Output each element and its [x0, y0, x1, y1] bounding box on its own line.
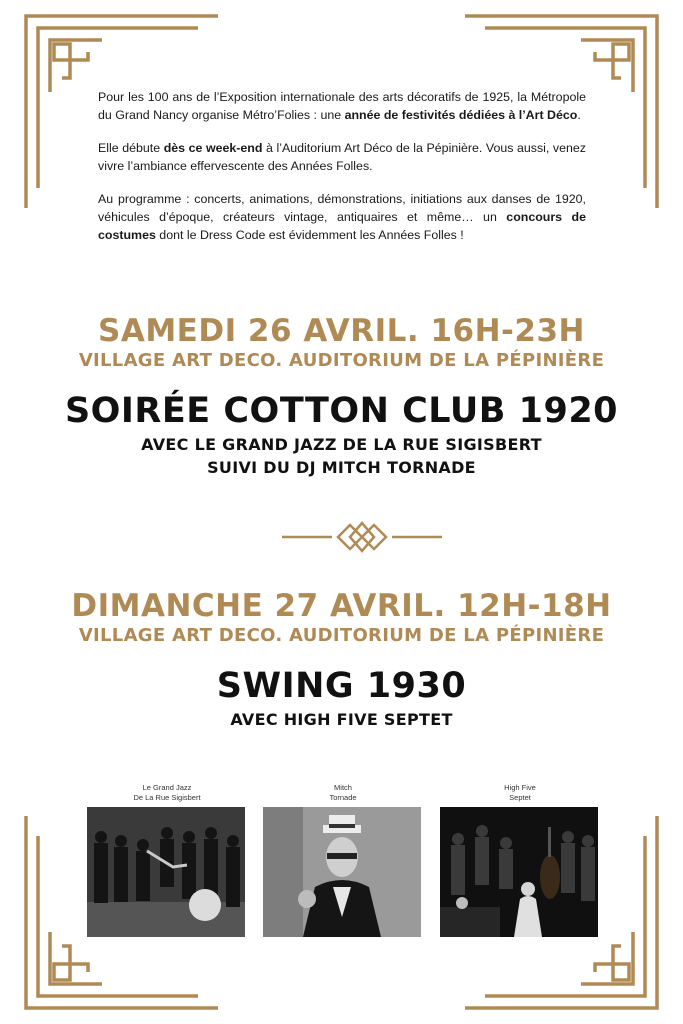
event-venue: VILLAGE ART DECO. AUDITORIUM DE LA PÉPINIÈRE [78, 350, 605, 371]
art-deco-divider-icon [282, 512, 442, 562]
photo-mitch-tornade [263, 783, 423, 937]
photo-caption: High Five Septet [504, 783, 536, 802]
event-saturday [0, 313, 683, 479]
intro-paragraph-3: Au programme : concerts, animations, démonstrations, initiations aux danses de 1920, véhicules d’époque, créateurs vintage, antiquaires et même… un concours de costumes dont le Dress Code est évidemment les Années Folles ! [98, 192, 586, 242]
event-performer-2: SUIVI DU DJ MITCH TORNADE [207, 458, 476, 477]
photo-grand-jazz [87, 783, 247, 937]
event-title: SOIRÉE COTTON CLUB 1920 [64, 391, 619, 431]
event-date: DIMANCHE 27 AVRIL. 12H-18H [71, 588, 612, 624]
intro-paragraph-1: Pour les 100 ans de l’Exposition internationale des arts décoratifs de 1925, la Métropole du Grand Nancy organise Métro’Folies : une année de festivités dédiées à l’Art Déco. [98, 90, 586, 122]
event-performer: AVEC LE GRAND JAZZ DE LA RUE SIGISBERT [141, 435, 542, 454]
intro-text [98, 88, 586, 259]
band-photo [440, 807, 598, 937]
event-date: SAMEDI 26 AVRIL. 16H-23H [98, 313, 585, 349]
event-venue: VILLAGE ART DECO. AUDITORIUM DE LA PÉPINIÈRE [78, 625, 605, 646]
event-title: SWING 1930 [216, 666, 467, 706]
dj-portrait-photo [263, 807, 421, 937]
photo-high-five [440, 783, 600, 937]
event-sunday [0, 588, 683, 731]
photo-caption: Mitch Tornade [329, 783, 357, 802]
event-performer: AVEC HIGH FIVE SEPTET [230, 710, 453, 729]
intro-paragraph-2: Elle débute dès ce week-end à l’Auditorium Art Déco de la Pépinière. Vous aussi, venez vivre l’ambiance effervescente des Années Folles. [98, 141, 586, 173]
photo-caption: Le Grand Jazz De La Rue Sigisbert [133, 783, 201, 802]
band-photo [87, 807, 245, 937]
